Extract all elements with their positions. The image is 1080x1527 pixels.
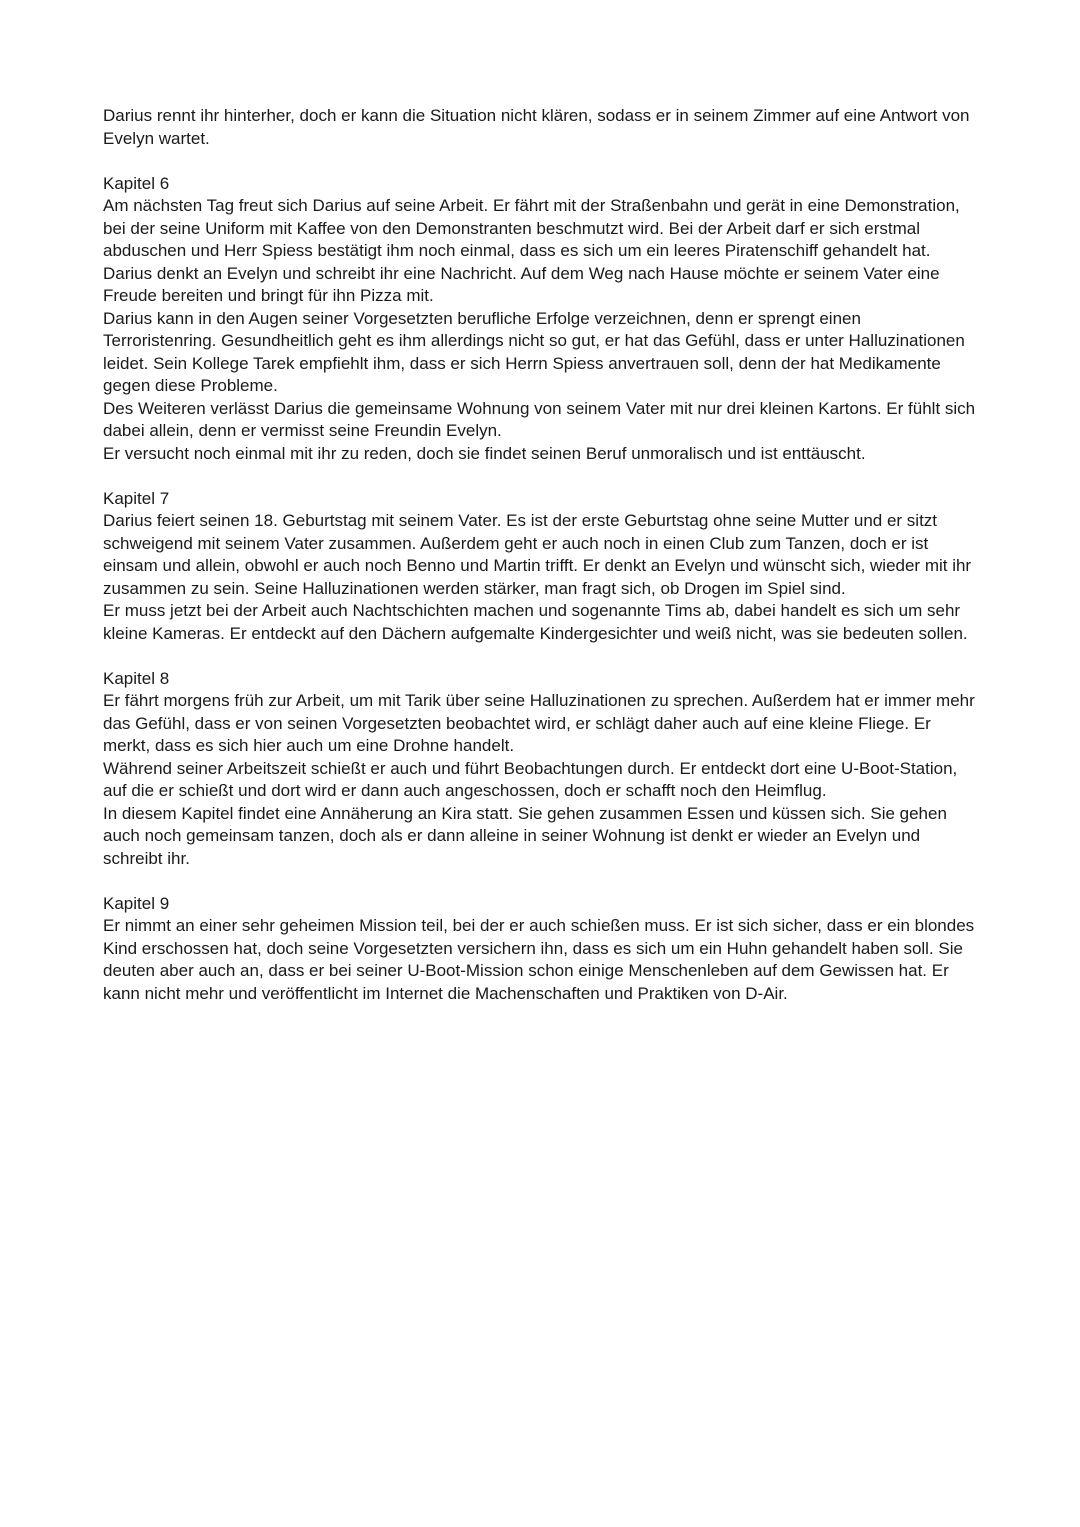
paragraph: Darius kann in den Augen seiner Vorgesetzten berufliche Erfolge verzeichnen, denn er sprengt einen Terroristenring. Gesundheitlich geht es ihm allerdings nicht so gut, er hat das Gefühl, dass er unter Halluzinationen leidet. Sein Kollege Tarek empfiehlt ihm, dass er sich Herrn Spiess anvertrauen soll, denn der hat Medikamente gegen diese Probleme. <box>103 308 965 395</box>
paragraph: Während seiner Arbeitszeit schießt er auch und führt Beobachtungen durch. Er entdeckt dort eine U-Boot-Station, auf die er schießt und dort wird er dann auch angeschossen, doch er schafft noch den Heimflug. <box>103 758 958 800</box>
section-heading: Kapitel 9 <box>103 893 170 913</box>
paragraph: Er nimmt an einer sehr geheimen Mission teil, bei der er auch schießen muss. Er ist sich sicher, dass er ein blondes Kind erschossen hat, doch seine Vorgesetzten versichern ihn, dass es sich um ein Huhn gehandelt haben soll. Sie deuten aber auch an, dass er bei seiner U-Boot-Mission schon einige Menschenleben auf dem Gewissen hat. Er kann nicht mehr und veröffentlicht im Internet die Machenschaften und Praktiken von D-Air. <box>103 916 975 1003</box>
paragraph: Er versucht noch einmal mit ihr zu reden, doch sie findet seinen Beruf unmoralisch und ist enttäuscht. <box>103 443 866 463</box>
document-section <box>103 668 978 871</box>
section-heading: Kapitel 7 <box>103 488 170 508</box>
paragraph: Darius rennt ihr hinterher, doch er kann die Situation nicht klären, sodass er in seinem Zimmer auf eine Antwort von Evelyn wartet. <box>103 106 970 148</box>
paragraph: Darius feiert seinen 18. Geburtstag mit seinem Vater. Es ist der erste Geburtstag ohne seine Mutter und er sitzt schweigend mit seinem Vater zusammen. Außerdem geht er auch noch in einen Club zum Tanzen, doch er ist einsam und allein, obwohl er auch noch Benno und Martin trifft. Er denkt an Evelyn und wünscht sich, wieder mit ihr zusammen zu sein. Seine Halluzinationen werden stärker, man fragt sich, ob Drogen im Spiel sind. <box>103 511 972 598</box>
document-section <box>103 173 978 466</box>
paragraph: Er muss jetzt bei der Arbeit auch Nachtschichten machen und sogenannte Tims ab, dabei handelt es sich um sehr kleine Kameras. Er entdeckt auf den Dächern aufgemalte Kindergesichter und weiß nicht, was sie bedeuten sollen. <box>103 601 968 643</box>
document-section <box>103 105 978 150</box>
paragraph: Darius denkt an Evelyn und schreibt ihr eine Nachricht. Auf dem Weg nach Hause möchte er seinem Vater eine Freude bereiten und bringt für ihn Pizza mit. <box>103 263 940 305</box>
document-body <box>103 105 978 1005</box>
document-section <box>103 893 978 1006</box>
document-section <box>103 488 978 646</box>
section-heading: Kapitel 6 <box>103 173 170 193</box>
paragraph: Des Weiteren verlässt Darius die gemeinsame Wohnung von seinem Vater mit nur drei kleinen Kartons. Er fühlt sich dabei allein, denn er vermisst seine Freundin Evelyn. <box>103 398 976 440</box>
paragraph: In diesem Kapitel findet eine Annäherung an Kira statt. Sie gehen zusammen Essen und küssen sich. Sie gehen auch noch gemeinsam tanzen, doch als er dann alleine in seiner Wohnung ist denkt er wieder an Evelyn und schreibt ihr. <box>103 803 947 868</box>
section-heading: Kapitel 8 <box>103 668 170 688</box>
paragraph: Er fährt morgens früh zur Arbeit, um mit Tarik über seine Halluzinationen zu sprechen. Außerdem hat er immer mehr das Gefühl, dass er von seinen Vorgesetzten beobachtet wird, er schlägt daher auch auf eine kleine Fliege. Er merkt, dass es sich hier auch um eine Drohne handelt. <box>103 691 975 755</box>
paragraph: Am nächsten Tag freut sich Darius auf seine Arbeit. Er fährt mit der Straßenbahn und gerät in eine Demonstration, bei der seine Uniform mit Kaffee von den Demonstranten beschmutzt wird. Bei der Arbeit darf er sich erstmal abduschen und Herr Spiess bestätigt ihm noch einmal, dass es sich um ein leeres Piratenschiff gehandelt hat. <box>103 196 960 260</box>
